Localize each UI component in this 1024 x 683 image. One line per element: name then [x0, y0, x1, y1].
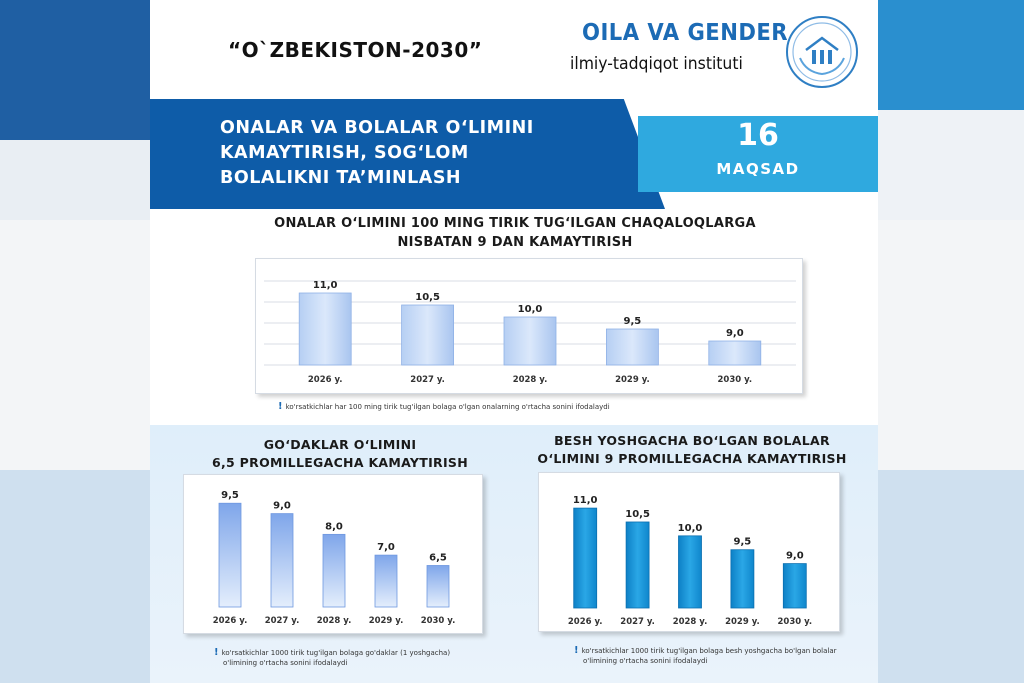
data-label: 9,0 [725, 328, 744, 339]
data-label: 10,5 [415, 292, 440, 303]
banner-title-line: ONALAR VA BOLALAR O‘LIMINI [220, 118, 534, 138]
institute-name: OILA VA GENDER [582, 20, 789, 46]
slogan-title: “O`ZBEKISTON-2030” [228, 38, 483, 62]
x-tick-label: 2029 y. [368, 616, 404, 626]
data-label: 9,5 [623, 316, 642, 327]
data-label: 9,0 [273, 500, 291, 512]
data-label: 11,0 [572, 495, 598, 507]
data-label: 11,0 [312, 280, 338, 291]
bar [271, 514, 293, 607]
banner-title [220, 116, 660, 191]
blurred-background-right [874, 0, 1024, 683]
bar [626, 522, 649, 608]
maternal-chart-panel [255, 258, 803, 394]
data-label: 10,0 [517, 304, 543, 315]
data-label: 10,0 [677, 522, 703, 534]
maternal-chart-note [278, 402, 798, 412]
x-tick-label: 2030 y. [420, 616, 456, 626]
bar [427, 565, 449, 607]
under5-mortality-chart [539, 473, 841, 633]
note-text: ko'rsatkichlar 1000 tirik tug'ilgan bolaga besh yoshgacha bo'lgan bolalar [581, 647, 837, 655]
bar [709, 341, 761, 365]
x-tick-label: 2027 y. [410, 375, 445, 385]
bar [783, 564, 806, 608]
x-tick-label: 2027 y. [620, 617, 655, 627]
institute-logo-icon [784, 14, 860, 90]
chart-title-line: 6,5 PROMILLEGACHA KAMAYTIRISH [211, 455, 468, 470]
chart-title-line: GO‘DAKLAR O‘LIMINI [263, 437, 417, 452]
x-tick-label: 2030 y. [717, 375, 753, 385]
bar [219, 503, 241, 607]
maternal-chart-title [230, 214, 800, 252]
under5-chart-note [574, 646, 870, 666]
blurred-background-left [0, 0, 150, 683]
note-text: o'limining o'rtacha sonini ifodalaydi [223, 659, 348, 667]
data-label: 8,0 [325, 521, 343, 533]
institute-subtitle: ilmiy-tadqiqot instituti [570, 54, 743, 74]
exclamation-icon: ! [214, 647, 219, 658]
bar [574, 508, 597, 608]
infant-chart-title [180, 436, 500, 472]
note-text: o'limining o'rtacha sonini ifodalaydi [583, 657, 708, 665]
x-tick-label: 2028 y. [316, 616, 352, 626]
bar [731, 550, 754, 608]
x-tick-label: 2029 y. [725, 617, 760, 627]
note-text: ko'rsatkichlar har 100 ming tirik tug'ilgan bolaga o'lgan onalarning o'rtacha sonini ifodalaydi [285, 403, 610, 411]
under5-chart-panel [538, 472, 840, 632]
bar [504, 317, 556, 365]
infant-mortality-chart [184, 475, 484, 635]
bar [679, 536, 702, 608]
note-text: ko'rsatkichlar 1000 tirik tug'ilgan bolaga go'daklar (1 yoshgacha) [221, 649, 451, 657]
bar [402, 305, 454, 365]
data-label: 9,5 [221, 490, 239, 502]
data-label: 10,5 [625, 508, 650, 520]
infant-chart-panel [183, 474, 483, 634]
data-label: 9,5 [733, 536, 752, 548]
x-tick-label: 2029 y. [615, 375, 650, 385]
maternal-mortality-chart [256, 259, 804, 395]
x-tick-label: 2026 y. [307, 375, 343, 385]
data-label: 7,0 [377, 542, 395, 554]
under5-chart-title [512, 432, 872, 468]
infographic-poster [150, 0, 878, 683]
x-tick-label: 2027 y. [264, 616, 300, 626]
goal-label: MAQSAD [716, 160, 800, 178]
infant-chart-note [214, 648, 484, 668]
banner-title-line: BOLALIKNI TA’MINLASH [220, 168, 462, 188]
chart-title-line: BESH YOSHGACHA BO‘LGAN BOLALAR [554, 433, 830, 448]
exclamation-icon: ! [574, 645, 579, 656]
x-tick-label: 2026 y. [212, 616, 248, 626]
bar [606, 329, 658, 365]
bar [323, 534, 345, 607]
banner-title-line: KAMAYTIRISH, SOG‘LOM [220, 143, 469, 163]
data-label: 6,5 [429, 552, 447, 564]
x-tick-label: 2028 y. [512, 375, 548, 385]
chart-title-line: NISBATAN 9 DAN KAMAYTIRISH [397, 235, 633, 250]
x-tick-label: 2030 y. [777, 617, 813, 627]
goal-number: 16 [737, 118, 779, 153]
chart-title-line: ONALAR O‘LIMINI 100 MING TIRIK TUG‘ILGAN CHAQALOQLARGA [274, 216, 756, 231]
x-tick-label: 2028 y. [672, 617, 708, 627]
bar [375, 555, 397, 607]
bar [299, 293, 351, 365]
x-tick-label: 2026 y. [567, 617, 603, 627]
exclamation-icon: ! [278, 401, 283, 412]
data-label: 9,0 [785, 550, 804, 562]
chart-title-line: O‘LIMINI 9 PROMILLEGACHA KAMAYTIRISH [537, 451, 847, 466]
